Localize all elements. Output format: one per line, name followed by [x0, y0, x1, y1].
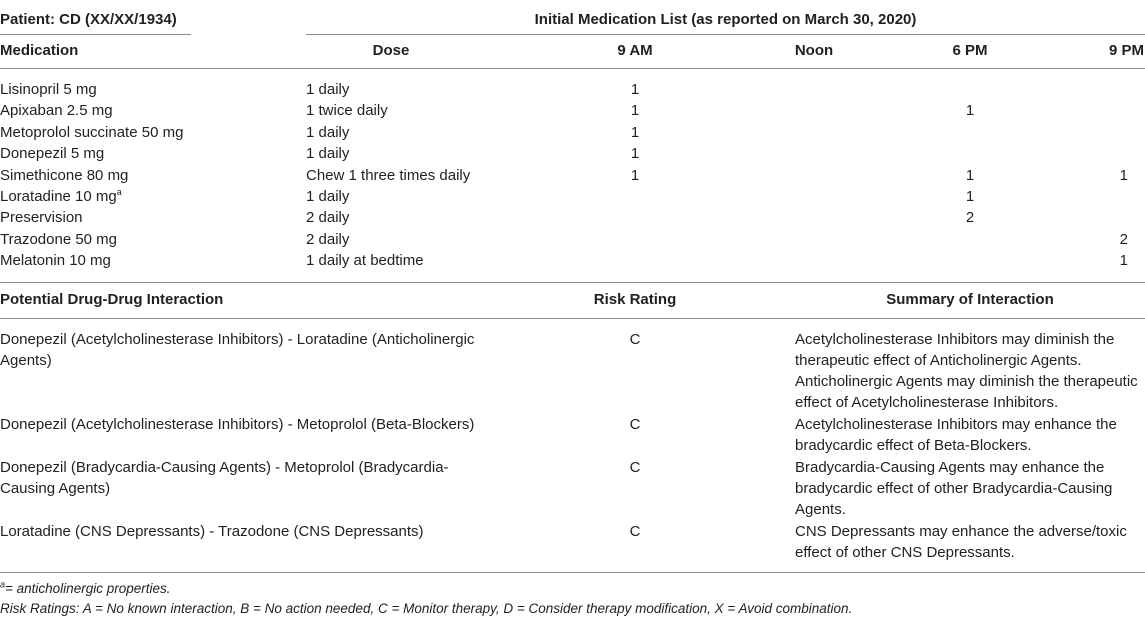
medication-dose: 2 daily: [306, 209, 350, 227]
medication-name: [0, 122, 183, 143]
col-noon: Noon: [794, 42, 834, 59]
interaction-pair: Donepezil (Bradycardia-Causing Agents) - Metoprolol (Bradycardia-Causing Agents): [0, 459, 449, 497]
medication-name-text: Trazodone 50 mg: [0, 230, 118, 248]
medication-name: [0, 229, 117, 250]
cell-9am: 1: [630, 166, 640, 184]
footnote-a-text: = anticholinergic properties.: [5, 581, 171, 596]
interaction-pair: Donepezil (Acetylcholinesterase Inhibitors) - Metoprolol (Beta-Blockers): [0, 416, 475, 433]
medication-name-text: Simethicone 80 mg: [0, 166, 129, 184]
medication-name: [0, 186, 122, 207]
risk-rating: C: [629, 523, 641, 540]
cell-6pm: 1: [965, 188, 975, 205]
col-9pm: 9 PM: [1108, 42, 1144, 59]
medication-list-title: Initial Medication List (as reported on March 30, 2020): [534, 11, 917, 28]
medication-dose: 1 daily: [306, 188, 350, 205]
cell-6pm: 1: [965, 102, 975, 120]
interaction-summary: Acetylcholinesterase Inhibitors may enhance the bradycardic effect of Beta-Blockers.: [795, 416, 1117, 454]
med-header-rule: [0, 68, 1145, 69]
col-dose: Dose: [372, 42, 410, 59]
ddi-top-rule: [0, 282, 1145, 283]
medication-name: [0, 100, 113, 121]
footnote-a: [0, 578, 170, 599]
footnote-marker: a: [116, 187, 122, 197]
ddi-header-rule: [0, 318, 1145, 319]
risk-rating: C: [629, 331, 641, 348]
col-9am: 9 AM: [617, 42, 653, 59]
footnote-risk-ratings: Risk Ratings: A = No known interaction, B = No action needed, C = Monitor therapy, D = Consider therapy modification, X = Avoid combination.: [0, 601, 853, 616]
col-medication: Medication: [0, 42, 79, 59]
interaction-summary: CNS Depressants may enhance the adverse/toxic effect of other CNS Depressants.: [795, 523, 1127, 561]
footnote-a-marker: a: [0, 579, 6, 590]
risk-rating: C: [629, 416, 641, 433]
medication-name: [0, 165, 128, 186]
medication-dose: 1 daily at bedtime: [306, 252, 424, 270]
cell-9am: 1: [630, 102, 640, 120]
medication-name: [0, 207, 83, 228]
cell-6pm: 1: [965, 166, 975, 184]
cell-6pm: 2: [965, 209, 975, 227]
cell-9am: 1: [630, 123, 640, 141]
cell-9am: 1: [630, 81, 640, 98]
medication-dose: 1 daily: [306, 123, 350, 141]
cell-9am: 1: [630, 145, 640, 163]
table-bottom-rule: [0, 572, 1145, 573]
medication-dose: 2 daily: [306, 230, 350, 248]
cell-9pm: 1: [1119, 252, 1128, 270]
medication-name-text: Lisinopril 5 mg: [0, 81, 97, 98]
medication-dose: 1 daily: [306, 81, 350, 98]
patient-label: Patient: CD (XX/XX/1934): [0, 11, 177, 28]
interaction-summary: Bradycardia-Causing Agents may enhance the bradycardic effect of other Bradycardia-Causing Agents.: [795, 459, 1113, 518]
medication-dose: 1 twice daily: [306, 102, 388, 120]
medication-name-text: Melatonin 10 mg: [0, 252, 111, 270]
medication-dose: Chew 1 three times daily: [306, 166, 471, 184]
col-interaction: Potential Drug-Drug Interaction: [0, 291, 224, 308]
medication-name: [0, 143, 104, 164]
col-6pm: 6 PM: [952, 42, 988, 59]
medication-name: [0, 250, 111, 271]
patient-underline: [0, 34, 191, 35]
risk-rating: C: [629, 459, 641, 476]
interaction-summary: Acetylcholinesterase Inhibitors may diminish the therapeutic effect of Anticholinergic Agents. Anticholinergic Agents may diminish the therapeutic effect of Acetylcholinesterase Inhibitors.: [795, 331, 1138, 411]
cell-9pm: 2: [1119, 230, 1128, 248]
medication-name-text: Metoprolol succinate 50 mg: [0, 123, 184, 141]
col-summary: Summary of Interaction: [886, 291, 1054, 308]
medication-name-text: Loratadine 10 mg: [0, 188, 117, 205]
medication-name: [0, 79, 97, 100]
interaction-pair: Donepezil (Acetylcholinesterase Inhibitors) - Loratadine (Anticholinergic Agents): [0, 331, 475, 369]
medication-name-text: Donepezil 5 mg: [0, 145, 105, 163]
medication-name-text: Apixaban 2.5 mg: [0, 102, 113, 120]
interaction-pair: Loratadine (CNS Depressants) - Trazodone (CNS Depressants): [0, 523, 424, 540]
col-risk-rating: Risk Rating: [593, 291, 677, 308]
cell-9pm: 1: [1119, 166, 1128, 184]
title-underline: [306, 34, 1145, 35]
medication-name-text: Preservision: [0, 209, 83, 227]
medication-dose: 1 daily: [306, 145, 350, 163]
